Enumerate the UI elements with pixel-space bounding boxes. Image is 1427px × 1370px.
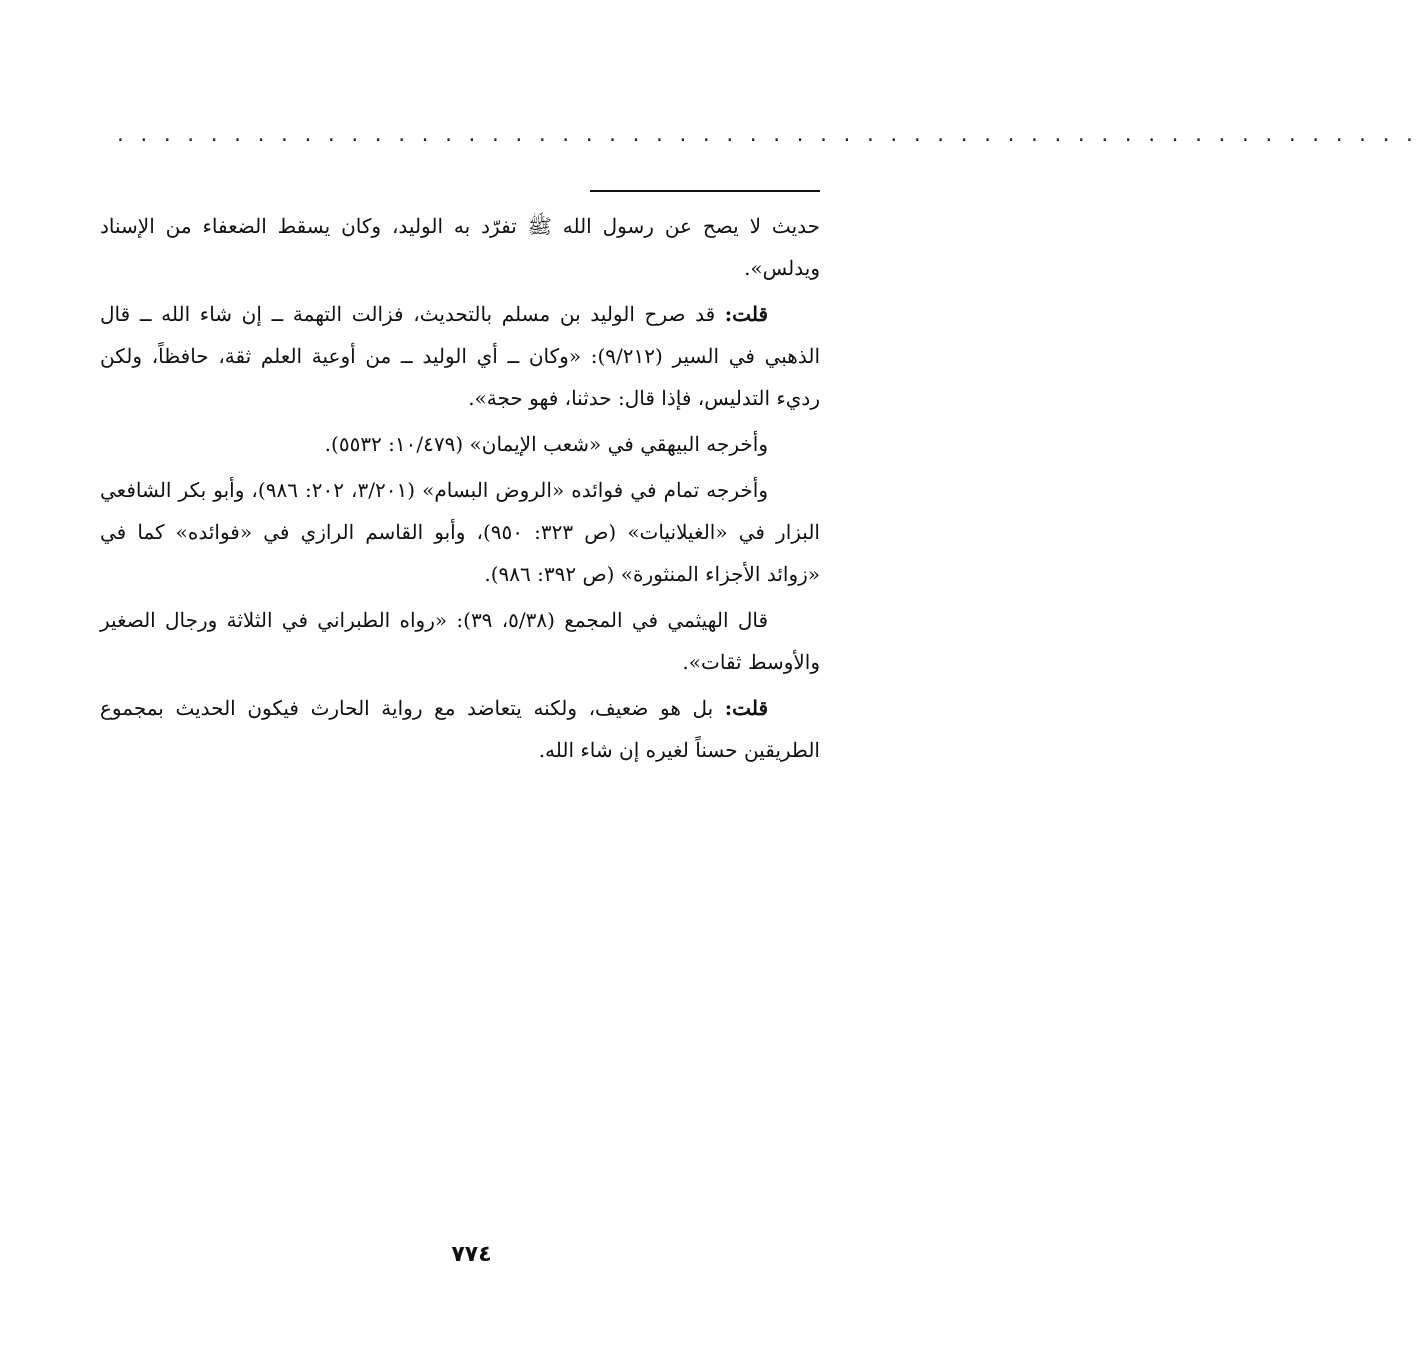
paragraph-6-text: بل هو ضعيف، ولكنه يتعاضد مع رواية الحارث فيكون الحديث بمجموع الطريقين حسناً لغيره إن شاء الله. — [100, 696, 820, 762]
footnote-rule — [590, 190, 820, 192]
paragraph-5 — [100, 599, 820, 683]
paragraph-3 — [100, 423, 820, 465]
footnote-body — [100, 205, 820, 775]
paragraph-5-text: قال الهيثمي في المجمع (٥/٣٨، ٣٩): «رواه الطبراني في الثلاثة ورجال الصغير والأوسط ثقات». — [100, 608, 820, 674]
paragraph-6 — [100, 687, 820, 771]
paragraph-2-text: قد صرح الوليد بن مسلم بالتحديث، فزالت التهمة ــ إن شاء الله ــ قال الذهبي في السير (٩/٢١٢): «وكان ــ أي الوليد ــ من أوعية العلم ثقة، حافظاً، ولكن رديء التدليس، فإذا قال: حدثنا، فهو حجة». — [100, 302, 820, 410]
paragraph-2 — [100, 293, 820, 419]
paragraph-4 — [100, 469, 820, 595]
page-number: ٧٧٤ — [451, 1242, 492, 1267]
paragraph-6-lead: قلت: — [724, 696, 768, 720]
paragraph-3-text: وأخرجه البيهقي في «شعب الإيمان» (١٠/٤٧٩: ٥٥٣٢). — [324, 432, 768, 456]
paragraph-1 — [100, 205, 820, 289]
paragraph-2-lead: قلت: — [724, 302, 768, 326]
paragraph-4-text: وأخرجه تمام في فوائده «الروض البسام» (٣/٢٠١، ٢٠٢: ٩٨٦)، وأبو بكر الشافعي البزار في «الغيلانيات» (ص ٣٢٣: ٩٥٠)، وأبو القاسم الرازي في «فوائده» كما في «زوائد الأجزاء المنثورة» (ص ٣٩٢: ٩٨٦). — [100, 478, 820, 586]
dotted-separator: ........................................................ — [115, 125, 1427, 146]
paragraph-1-text: حديث لا يصح عن رسول الله ﷺ تفرّد به الوليد، وكان يسقط الضعفاء من الإسناد ويدلس». — [100, 214, 820, 280]
